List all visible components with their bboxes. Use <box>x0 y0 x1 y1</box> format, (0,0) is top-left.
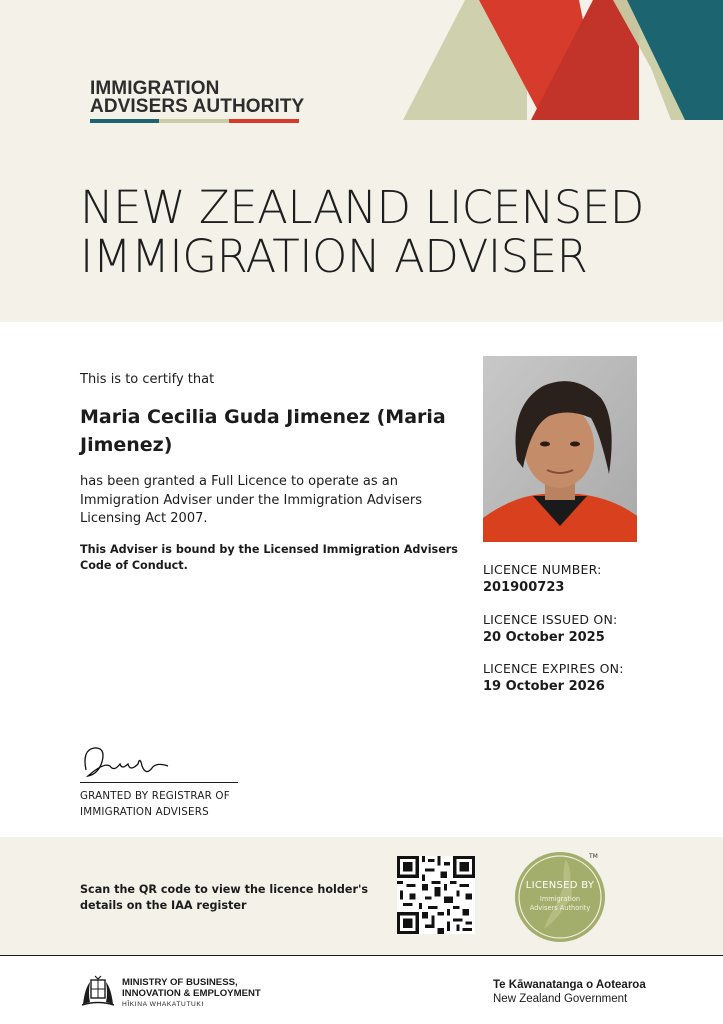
footer-divider <box>0 955 723 956</box>
nz-government-logo <box>493 978 646 1006</box>
granted-text: has been granted a Full Licence to operate as an Immigration Adviser under the Immigration Advisers Licensing Act 2007. <box>80 474 422 526</box>
seal-line1: Immigration <box>539 895 581 903</box>
licence-issued <box>483 611 703 647</box>
page-title <box>80 183 644 281</box>
iaa-logo <box>90 80 304 116</box>
scan-qr-text: Scan the QR code to view the licence holder's details on the IAA register <box>80 883 369 912</box>
logo-color-bar <box>90 119 299 123</box>
title-line2: IMMIGRATION ADVISER <box>80 230 588 283</box>
seal-trademark: TM <box>589 853 598 860</box>
signature-icon <box>80 742 180 782</box>
registrar-caption <box>80 788 230 820</box>
mbie-line2: INNOVATION & EMPLOYMENT <box>122 987 261 999</box>
licence-expires-value: 19 October 2026 <box>483 679 605 694</box>
logo-line1: IMMIGRATION <box>90 78 220 99</box>
geometric-banner-icon <box>403 0 723 125</box>
mbie-line1: MINISTRY OF BUSINESS, <box>122 977 238 988</box>
licence-issued-value: 20 October 2025 <box>483 630 605 645</box>
title-line1: NEW ZEALAND LICENSED <box>80 181 644 234</box>
mbie-line3: HĪKINA WHAKATUTUKI <box>122 1001 204 1008</box>
registrar-line1: GRANTED BY REGISTRAR OF <box>80 790 230 802</box>
registrar-line2: IMMIGRATION ADVISERS <box>80 806 209 818</box>
adviser-photo-icon <box>483 356 637 542</box>
seal-line2: Advisers Authority <box>529 903 591 912</box>
licence-number <box>483 561 703 597</box>
licence-expires <box>483 660 703 696</box>
gov-line1: Te Kāwanatanga o Aotearoa <box>493 979 646 991</box>
signature-line <box>80 782 238 783</box>
code-of-conduct-text: This Adviser is bound by the Licensed Immigration Advisers Code of Conduct. <box>80 543 458 572</box>
gov-line2: New Zealand Government <box>493 993 628 1005</box>
logo-line2: ADVISERS AUTHORITY <box>90 96 305 117</box>
certificate-header <box>0 0 723 322</box>
seal-title: LICENSED BY <box>525 880 595 891</box>
licence-expires-label: LICENCE EXPIRES ON: <box>483 661 624 676</box>
licence-issued-label: LICENCE ISSUED ON: <box>483 612 618 627</box>
certify-text: This is to certify that <box>80 372 215 387</box>
qr-code-icon[interactable] <box>397 856 475 934</box>
mbie-logo <box>122 978 261 1011</box>
licence-number-value: 201900723 <box>483 580 565 595</box>
licence-number-label: LICENCE NUMBER: <box>483 562 602 577</box>
nz-crest-icon <box>80 974 116 1008</box>
seal-subtitle <box>514 895 606 912</box>
holder-name: Maria Cecilia Guda Jimenez (Maria Jimenez) <box>80 406 446 456</box>
